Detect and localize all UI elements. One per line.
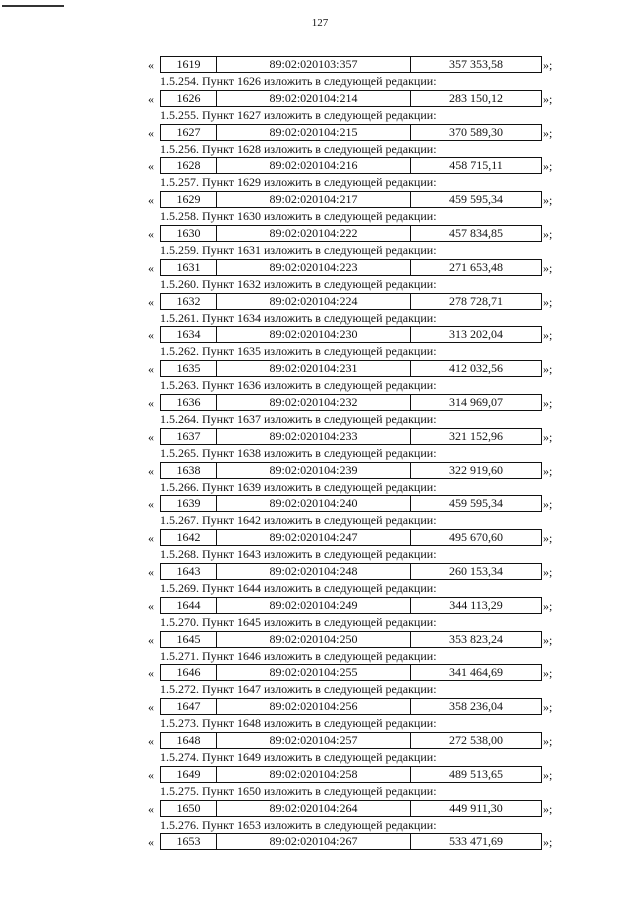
item-number-cell: 1629 [161, 192, 217, 207]
amendment-heading: 1.5.274. Пункт 1649 изложить в следующей редакции: [160, 749, 437, 764]
record-table [160, 664, 542, 681]
closing-quote: »; [543, 497, 553, 512]
cadastral-value-cell: 357 353,58 [449, 57, 503, 71]
closing-quote: »; [543, 531, 553, 546]
item-number-cell: 1644 [161, 598, 217, 613]
opening-quote: « [148, 531, 154, 546]
record-table [160, 631, 542, 648]
item-number-cell: 1647 [161, 699, 217, 714]
opening-quote: « [148, 598, 154, 613]
opening-quote: « [148, 226, 154, 241]
table-row [0, 696, 640, 717]
closing-quote: »; [543, 700, 553, 715]
page-number: 127 [311, 17, 329, 29]
amendment-heading: 1.5.262. Пункт 1635 изложить в следующей редакции: [160, 344, 437, 359]
cadastral-number-cell: 89:02:020104:230 [217, 327, 411, 342]
record-table [160, 495, 542, 512]
record-table [160, 563, 542, 580]
table-row [0, 324, 640, 345]
closing-quote: »; [543, 193, 553, 208]
amendment-heading: 1.5.276. Пункт 1653 изложить в следующей редакции: [160, 817, 437, 832]
closing-quote: »; [543, 733, 553, 748]
opening-quote: « [148, 58, 154, 72]
record-table [160, 157, 542, 174]
cadastral-value-cell: 313 202,04 [449, 327, 503, 342]
amendment-heading: 1.5.264. Пункт 1637 изложить в следующей редакции: [160, 411, 437, 426]
cadastral-number-cell: 89:02:020104:256 [217, 699, 411, 714]
closing-quote: »; [543, 226, 553, 241]
cadastral-value-cell: 278 728,71 [449, 293, 503, 308]
cadastral-value-cell: 457 834,85 [449, 225, 503, 240]
record-table [160, 428, 542, 445]
table-row [0, 155, 640, 176]
table-row [0, 629, 640, 650]
cadastral-value-cell: 341 464,69 [449, 665, 503, 680]
item-number-cell: 1631 [161, 260, 217, 275]
closing-quote: »; [543, 58, 553, 72]
opening-quote: « [148, 463, 154, 478]
opening-quote: « [148, 835, 154, 850]
record-table [160, 800, 542, 817]
record-table [160, 766, 542, 783]
closing-quote: »; [543, 564, 553, 579]
amendment-heading: 1.5.259. Пункт 1631 изложить в следующей редакции: [160, 242, 437, 257]
closing-quote: »; [543, 294, 553, 309]
record-table [160, 259, 542, 276]
cadastral-value-cell: 283 150,12 [449, 90, 503, 105]
record-table [160, 191, 542, 208]
item-number-cell: 1627 [161, 125, 217, 140]
record-table [160, 56, 542, 73]
opening-quote: « [148, 700, 154, 715]
table-row [0, 493, 640, 514]
cadastral-number-cell: 89:02:020104:222 [217, 226, 411, 241]
cadastral-number-cell: 89:02:020104:223 [217, 260, 411, 275]
cadastral-number-cell: 89:02:020104:264 [217, 801, 411, 816]
cadastral-value-cell: 449 911,30 [449, 800, 503, 815]
record-table [160, 293, 542, 310]
cadastral-value-cell: 370 589,30 [449, 124, 503, 139]
cadastral-value-cell: 322 919,60 [449, 462, 503, 477]
table-row [0, 223, 640, 244]
closing-quote: »; [543, 835, 553, 850]
cadastral-number-cell: 89:02:020104:248 [217, 564, 411, 579]
closing-quote: »; [543, 91, 553, 106]
item-number-cell: 1628 [161, 158, 217, 173]
amendment-heading: 1.5.261. Пункт 1634 изложить в следующей редакции: [160, 310, 437, 325]
cadastral-number-cell: 89:02:020104:217 [217, 192, 411, 207]
amendment-heading: 1.5.275. Пункт 1650 изложить в следующей редакции: [160, 783, 437, 798]
table-row [0, 358, 640, 379]
record-table [160, 394, 542, 411]
closing-quote: »; [543, 767, 553, 782]
item-number-cell: 1642 [161, 530, 217, 545]
item-number-cell: 1638 [161, 463, 217, 478]
amendment-heading: 1.5.270. Пункт 1645 изложить в следующей редакции: [160, 614, 437, 629]
opening-quote: « [148, 767, 154, 782]
item-number-cell: 1619 [161, 57, 217, 72]
table-row [0, 257, 640, 278]
item-number-cell: 1637 [161, 429, 217, 444]
item-number-cell: 1639 [161, 496, 217, 511]
opening-quote: « [148, 497, 154, 512]
record-table [160, 529, 542, 546]
record-table [160, 360, 542, 377]
cadastral-value-cell: 458 715,11 [449, 158, 503, 173]
cadastral-value-cell: 353 823,24 [449, 631, 503, 646]
record-table [160, 462, 542, 479]
opening-quote: « [148, 294, 154, 309]
closing-quote: »; [543, 632, 553, 647]
table-row [0, 460, 640, 481]
cadastral-value-cell: 459 595,34 [449, 496, 503, 511]
table-row [0, 527, 640, 548]
cadastral-value-cell: 459 595,34 [449, 192, 503, 207]
closing-quote: »; [543, 395, 553, 410]
cadastral-number-cell: 89:02:020104:232 [217, 395, 411, 410]
record-table [160, 326, 542, 343]
opening-quote: « [148, 666, 154, 681]
amendments-list [0, 54, 640, 852]
table-row [0, 426, 640, 447]
amendment-heading: 1.5.260. Пункт 1632 изложить в следующей редакции: [160, 276, 437, 291]
item-number-cell: 1646 [161, 665, 217, 680]
amendment-heading: 1.5.256. Пункт 1628 изложить в следующей редакции: [160, 141, 437, 156]
closing-quote: »; [543, 666, 553, 681]
table-row-first [0, 54, 640, 75]
opening-quote: « [148, 395, 154, 410]
amendment-heading: 1.5.273. Пункт 1648 изложить в следующей редакции: [160, 716, 437, 731]
cadastral-number-cell: 89:02:020104:257 [217, 733, 411, 748]
opening-quote: « [148, 733, 154, 748]
cadastral-number-cell: 89:02:020103:357 [217, 57, 411, 72]
opening-quote: « [148, 193, 154, 208]
amendment-heading: 1.5.266. Пункт 1639 изложить в следующей редакции: [160, 479, 437, 494]
closing-quote: »; [543, 463, 553, 478]
cadastral-number-cell: 89:02:020104:247 [217, 530, 411, 545]
amendment-heading: 1.5.258. Пункт 1630 изложить в следующей редакции: [160, 209, 437, 224]
cadastral-value-cell: 314 969,07 [449, 394, 503, 409]
record-table [160, 90, 542, 107]
record-table [160, 698, 542, 715]
cadastral-value-cell: 272 538,00 [449, 732, 503, 747]
opening-quote: « [148, 260, 154, 275]
cadastral-number-cell: 89:02:020104:214 [217, 91, 411, 106]
closing-quote: »; [543, 362, 553, 377]
record-table [160, 225, 542, 242]
amendment-heading: 1.5.255. Пункт 1627 изложить в следующей редакции: [160, 107, 437, 122]
opening-quote: « [148, 632, 154, 647]
item-number-cell: 1632 [161, 294, 217, 309]
closing-quote: »; [543, 125, 553, 140]
closing-quote: »; [543, 429, 553, 444]
cadastral-number-cell: 89:02:020104:215 [217, 125, 411, 140]
amendment-heading: 1.5.271. Пункт 1646 изложить в следующей редакции: [160, 648, 437, 663]
amendment-heading: 1.5.272. Пункт 1647 изложить в следующей редакции: [160, 682, 437, 697]
cadastral-value-cell: 358 236,04 [449, 699, 503, 714]
cadastral-number-cell: 89:02:020104:255 [217, 665, 411, 680]
cadastral-number-cell: 89:02:020104:267 [217, 834, 411, 849]
item-number-cell: 1634 [161, 327, 217, 342]
item-number-cell: 1649 [161, 767, 217, 782]
table-row [0, 122, 640, 143]
cadastral-value-cell: 533 471,69 [449, 834, 503, 849]
item-number-cell: 1653 [161, 834, 217, 849]
opening-quote: « [148, 362, 154, 377]
cadastral-value-cell: 495 670,60 [449, 530, 503, 545]
cadastral-number-cell: 89:02:020104:233 [217, 429, 411, 444]
closing-quote: »; [543, 260, 553, 275]
table-row [0, 764, 640, 785]
opening-quote: « [148, 159, 154, 174]
closing-quote: »; [543, 159, 553, 174]
table-row [0, 662, 640, 683]
amendment-heading: 1.5.269. Пункт 1644 изложить в следующей редакции: [160, 580, 437, 595]
amendment-heading: 1.5.263. Пункт 1636 изложить в следующей редакции: [160, 378, 437, 393]
table-row [0, 88, 640, 109]
cadastral-value-cell: 489 513,65 [449, 766, 503, 781]
amendment-heading: 1.5.267. Пункт 1642 изложить в следующей редакции: [160, 513, 437, 528]
cadastral-value-cell: 260 153,34 [449, 563, 503, 578]
record-table [160, 124, 542, 141]
opening-quote: « [148, 564, 154, 579]
cadastral-number-cell: 89:02:020104:224 [217, 294, 411, 309]
amendment-heading: 1.5.254. Пункт 1626 изложить в следующей редакции: [160, 74, 437, 88]
closing-quote: »; [543, 598, 553, 613]
opening-quote: « [148, 429, 154, 444]
opening-quote: « [148, 801, 154, 816]
table-row [0, 291, 640, 312]
cadastral-number-cell: 89:02:020104:240 [217, 496, 411, 511]
table-row [0, 392, 640, 413]
table-row [0, 189, 640, 210]
cadastral-number-cell: 89:02:020104:231 [217, 361, 411, 376]
opening-quote: « [148, 91, 154, 106]
item-number-cell: 1650 [161, 801, 217, 816]
cadastral-value-cell: 271 653,48 [449, 259, 503, 274]
item-number-cell: 1643 [161, 564, 217, 579]
cadastral-value-cell: 321 152,96 [449, 428, 503, 443]
amendment-heading: 1.5.257. Пункт 1629 изложить в следующей редакции: [160, 175, 437, 190]
opening-quote: « [148, 328, 154, 343]
opening-quote: « [148, 125, 154, 140]
table-row [0, 730, 640, 751]
record-table [160, 597, 542, 614]
closing-quote: »; [543, 328, 553, 343]
amendment-heading: 1.5.265. Пункт 1638 изложить в следующей редакции: [160, 445, 437, 460]
cadastral-number-cell: 89:02:020104:249 [217, 598, 411, 613]
item-number-cell: 1636 [161, 395, 217, 410]
table-row [0, 831, 640, 852]
amendment-heading: 1.5.268. Пункт 1643 изложить в следующей редакции: [160, 547, 437, 562]
item-number-cell: 1645 [161, 632, 217, 647]
cadastral-value-cell: 344 113,29 [449, 597, 503, 612]
cadastral-number-cell: 89:02:020104:239 [217, 463, 411, 478]
cadastral-number-cell: 89:02:020104:250 [217, 632, 411, 647]
cadastral-value-cell: 412 032,56 [449, 361, 503, 376]
cadastral-number-cell: 89:02:020104:216 [217, 158, 411, 173]
cadastral-number-cell: 89:02:020104:258 [217, 767, 411, 782]
item-number-cell: 1648 [161, 733, 217, 748]
item-number-cell: 1630 [161, 226, 217, 241]
record-table [160, 833, 542, 850]
item-number-cell: 1635 [161, 361, 217, 376]
table-row [0, 798, 640, 819]
table-row [0, 595, 640, 616]
record-table [160, 732, 542, 749]
closing-quote: »; [543, 801, 553, 816]
item-number-cell: 1626 [161, 91, 217, 106]
table-row [0, 561, 640, 582]
scan-corner-mark [2, 0, 64, 7]
